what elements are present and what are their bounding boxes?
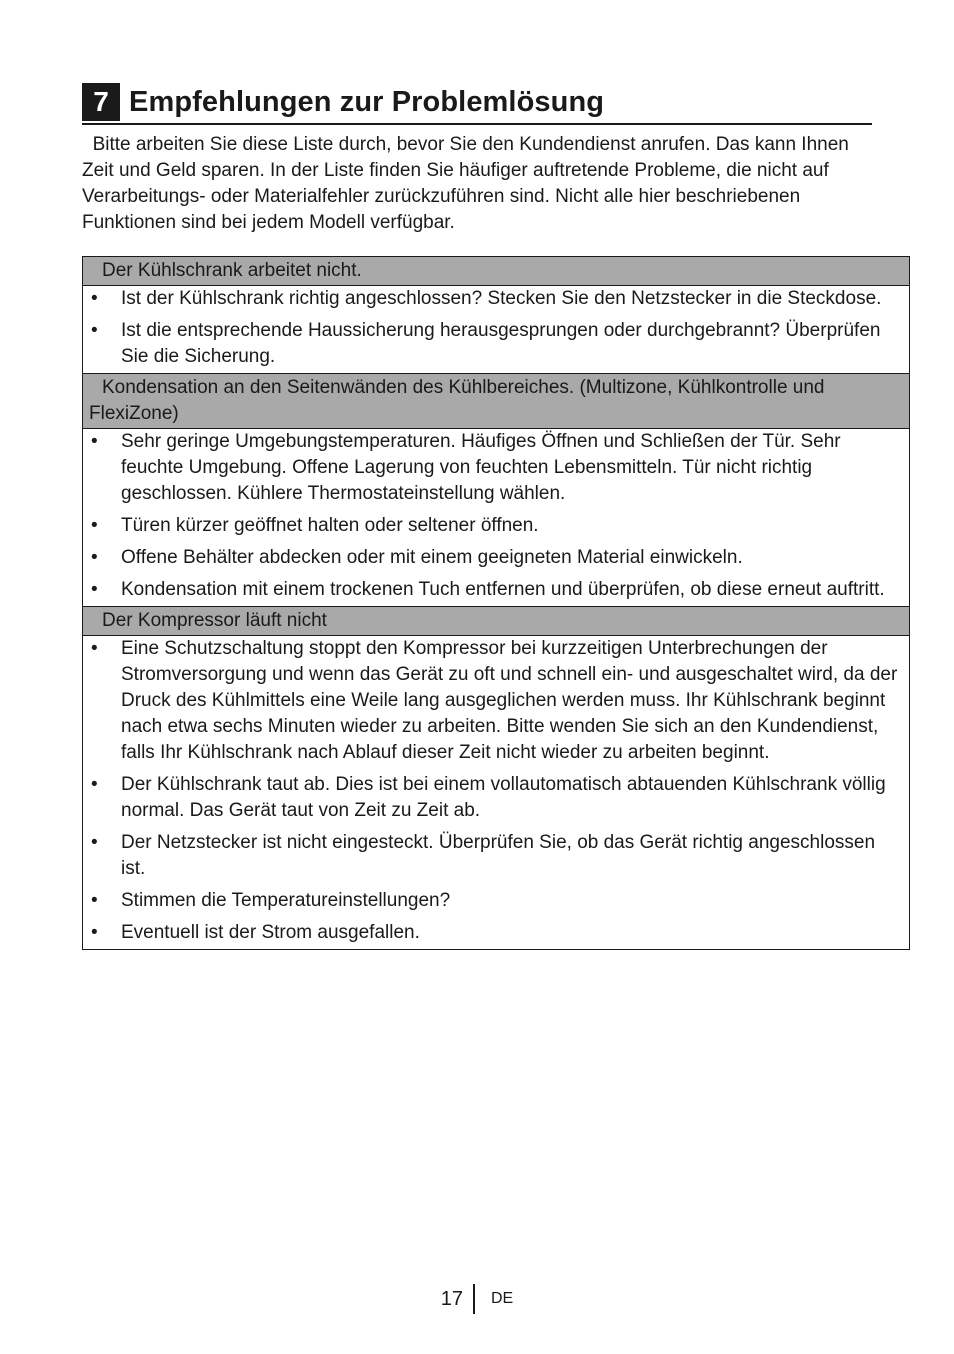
solution-item [83,888,899,914]
solution-text: Der Kühlschrank taut ab. Dies ist bei einem vollautomatisch abtauenden Kühlschrank völlig normal. Das Gerät taut von Zeit zu Zeit ab. [121,774,886,821]
solution-item [83,545,899,571]
solution-list [83,429,909,607]
solution-item [83,772,899,824]
solution-text: Stimmen die Temperatureinstellungen? [121,890,451,911]
bullet-icon: • [91,431,98,452]
intro-paragraph [82,132,882,236]
bullet-icon: • [91,638,98,659]
solution-text: Der Netzstecker ist nicht eingesteckt. Überprüfen Sie, ob das Gerät richtig angeschlossen ist. [121,832,876,879]
problem-row [83,257,909,286]
solution-text: Eine Schutzschaltung stoppt den Kompressor bei kurzzeitigen Unterbrechungen der Stromversorgung und wenn das Gerät zu oft und schnell ein- und ausgeschaltet wird, da der Druck des Kühlmittels eine Weile lang ausgeglichen werden muss. Ihr Kühlschrank beginnt nach etwa sechs Minuten wieder zu arbeiten. Bitte wenden Sie sich an den Kundendienst, falls Ihr Kühlschrank nach Ablauf dieser Zeit nicht wieder zu arbeiten beginnt. [121,638,898,763]
solution-item [83,429,899,507]
troubleshooting-table [82,256,910,950]
bullet-icon: • [91,579,98,600]
page-number: 17 [440,1287,463,1310]
problem-row [83,374,909,429]
problem-row [83,607,909,636]
bullet-icon: • [91,547,98,568]
bullet-icon: • [91,922,98,943]
solution-item [83,513,899,539]
section-header [82,81,872,125]
section-number-badge: 7 [82,83,120,121]
bullet-icon: • [91,832,98,853]
solution-item [83,286,899,312]
solution-text: Sehr geringe Umgebungstemperaturen. Häufiges Öffnen und Schließen der Tür. Sehr feuchte Umgebung. Offene Lagerung von feuchten Lebensmitteln. Tür nicht richtig geschlossen. Kühlere Thermostateinstellung wählen. [121,431,841,504]
solution-item [83,830,899,882]
solution-list [83,636,909,949]
solution-item [83,318,899,370]
page-title: Empfehlungen zur Problemlösung [129,85,605,118]
bullet-icon: • [91,515,98,536]
solution-text: Ist die entsprechende Haussicherung herausgesprungen oder durchgebrannt? Überprüfen Sie die Sicherung. [121,320,881,367]
solution-text: Ist der Kühlschrank richtig angeschlossen? Stecken Sie den Netzstecker in die Steckdose. [121,288,882,309]
page-footer [0,1284,954,1314]
problem-text: Kondensation an den Seitenwänden des Kühlbereiches. (Multizone, Kühlkontrolle und FlexiZone) [89,377,825,424]
solution-text: Kondensation mit einem trockenen Tuch entfernen und überprüfen, ob diese erneut auftritt. [121,579,885,600]
problem-text: Der Kühlschrank arbeitet nicht. [102,260,362,281]
bullet-icon: • [91,320,98,341]
bullet-icon: • [91,288,98,309]
solution-item [83,577,899,603]
bullet-icon: • [91,890,98,911]
solution-text: Offene Behälter abdecken oder mit einem geeigneten Material einwickeln. [121,547,743,568]
bullet-icon: • [91,774,98,795]
solution-text: Eventuell ist der Strom ausgefallen. [121,922,420,943]
problem-text: Der Kompressor läuft nicht [102,610,327,631]
solution-text: Türen kürzer geöffnet halten oder seltener öffnen. [121,515,539,536]
language-code: DE [491,1290,514,1307]
solution-list [83,286,909,374]
solution-item [83,636,899,766]
intro-text: Bitte arbeiten Sie diese Liste durch, bevor Sie den Kundendienst anrufen. Das kann Ihnen Zeit und Geld sparen. In der Liste finden Sie häufiger auftretende Probleme, die nicht auf Verarbeitungs- oder Materialfehler zurückzuführen sind. Nicht alle hier beschriebenen Funktionen sind bei jedem Modell verfügbar. [82,134,849,233]
solution-item [83,920,899,946]
